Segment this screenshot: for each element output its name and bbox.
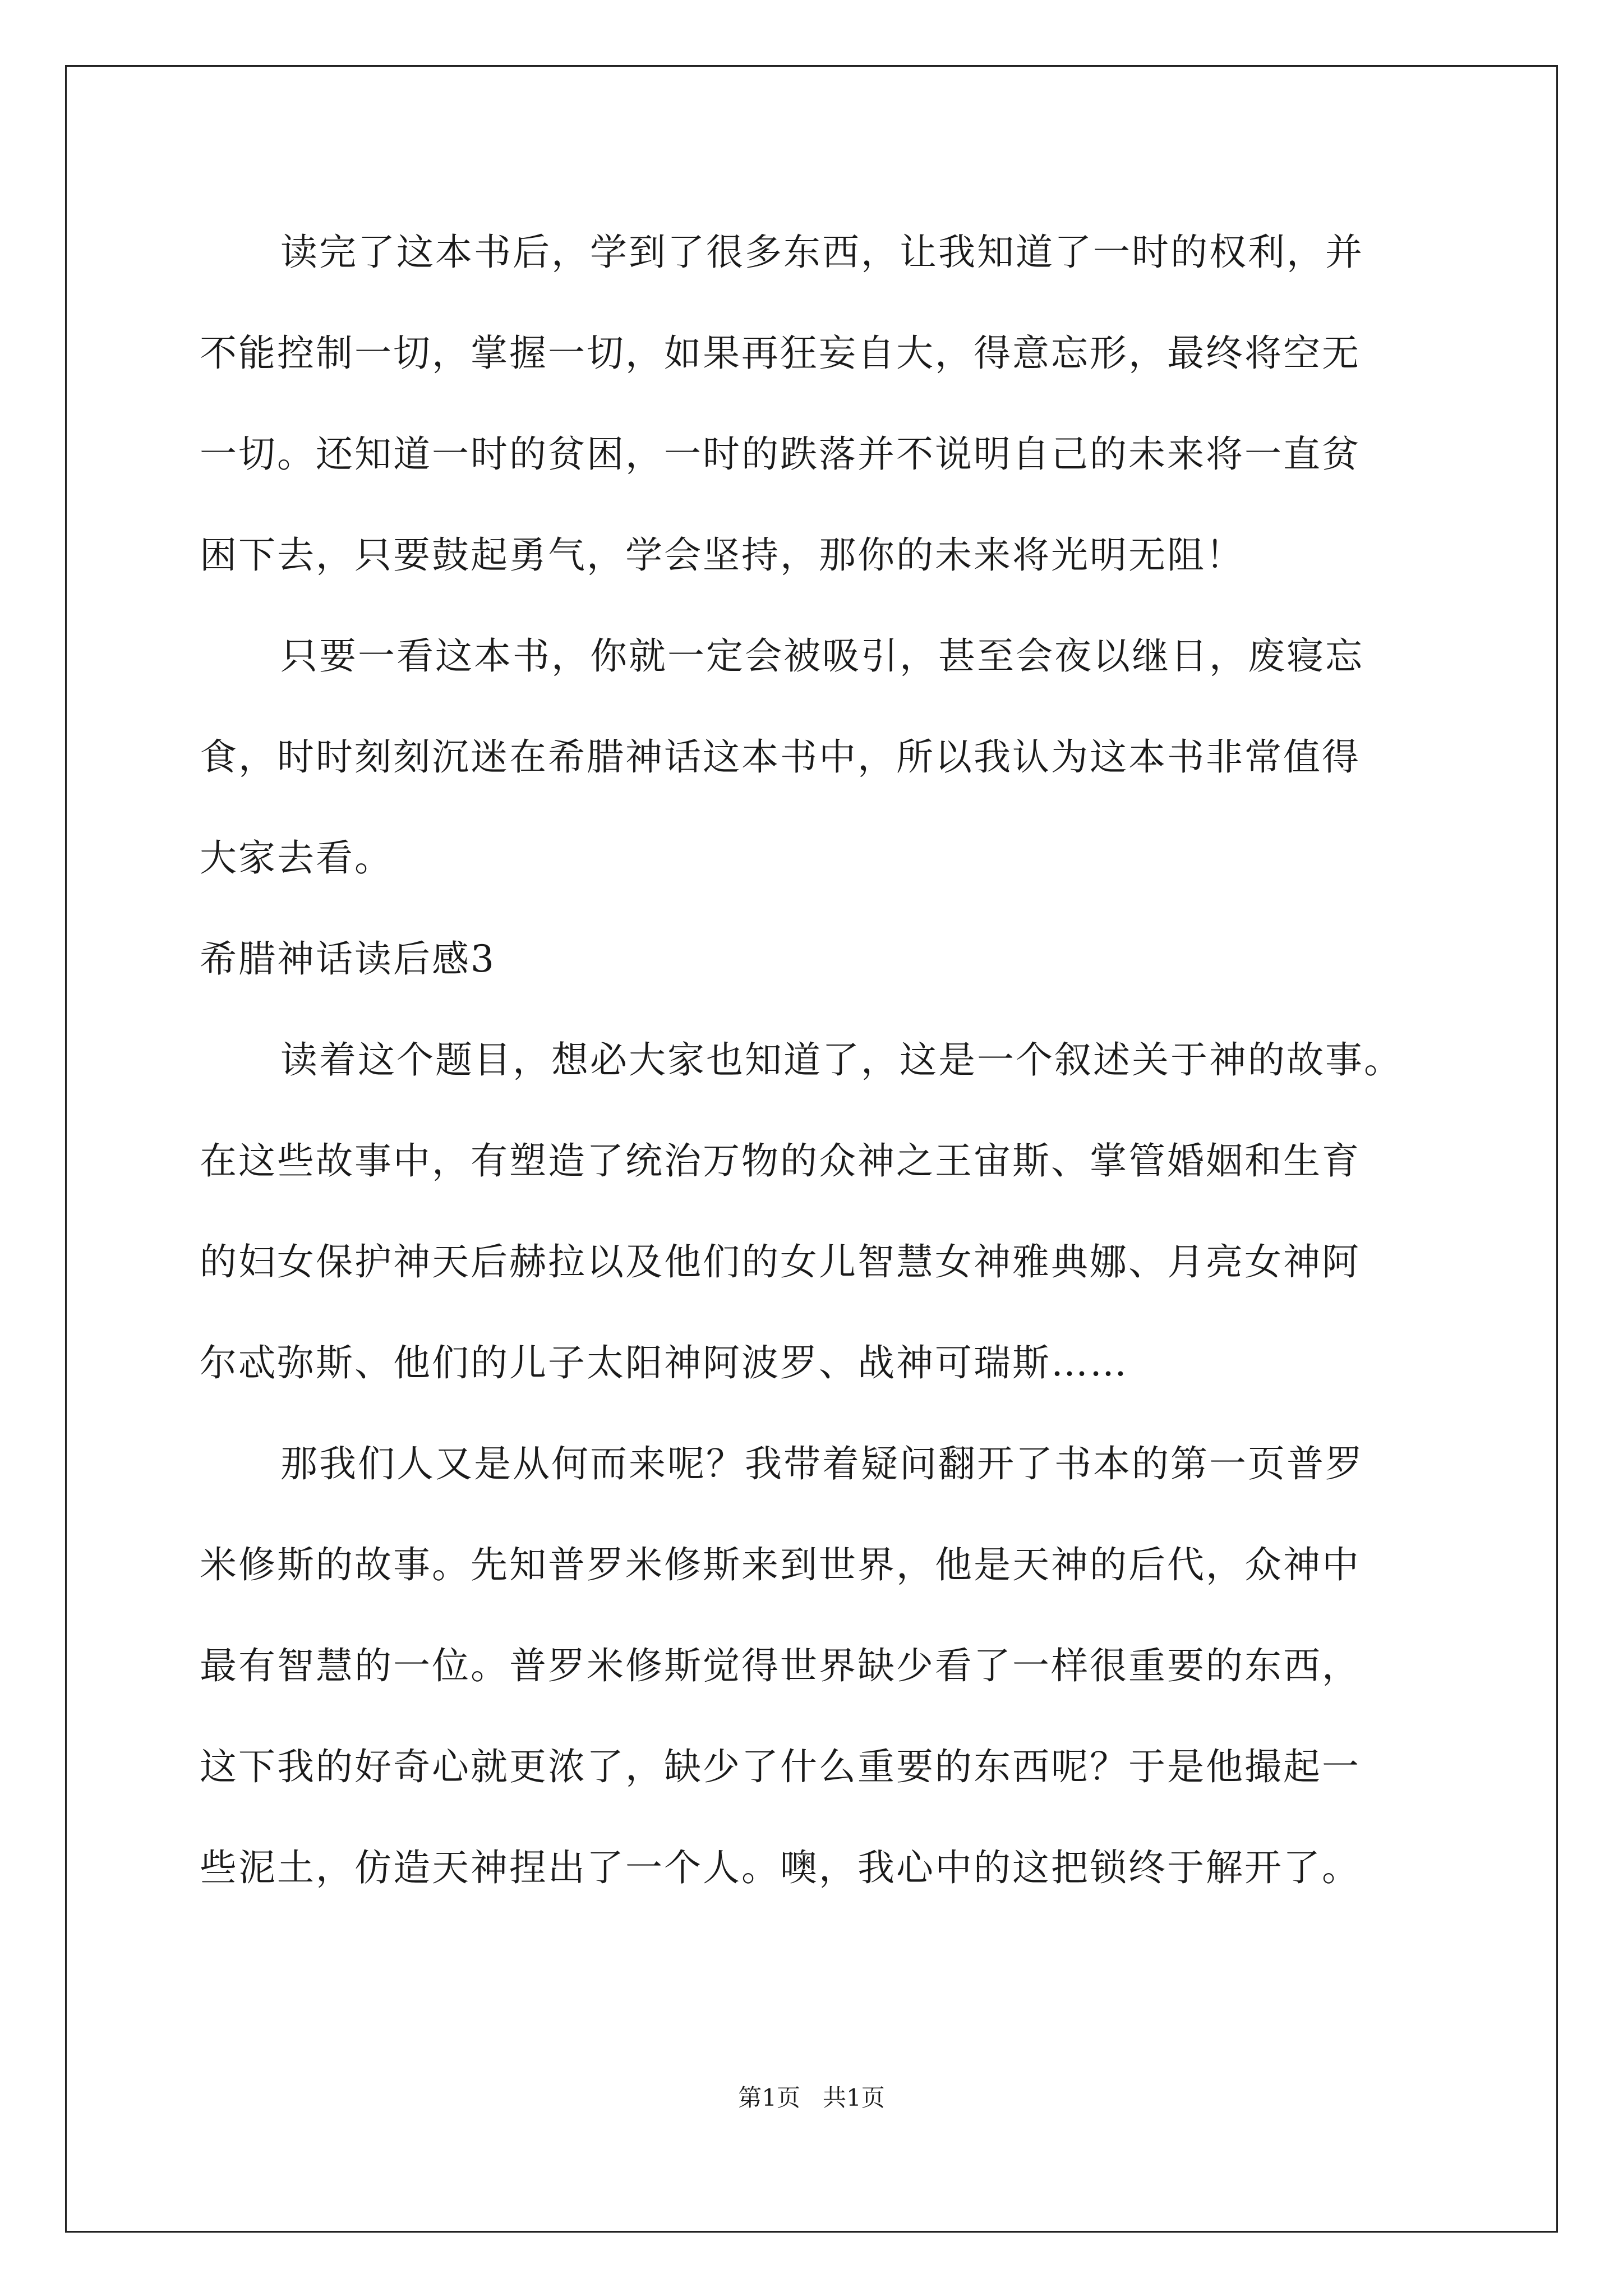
paragraph-1-line-2: 不能控制一切，掌握一切，如果再狂妄自大，得意忘形，最终将空无 bbox=[200, 332, 1361, 375]
page-number-footer: 第1页 共1页 bbox=[738, 2084, 885, 2111]
paragraph-2-line-2: 食，时时刻刻沉迷在希腊神话这本书中，所以我认为这本书非常值得 bbox=[200, 735, 1361, 779]
paragraph-3-line-4: 尔忒弥斯、他们的儿子太阳神阿波罗、战神可瑞斯…… bbox=[200, 1341, 1128, 1384]
paragraph-4-line-5: 些泥土，仿造天神捏出了一个人。噢，我心中的这把锁终于解开了。 bbox=[200, 1846, 1361, 1889]
paragraph-3-line-2: 在这些故事中，有塑造了统治万物的众神之王宙斯、掌管婚姻和生育 bbox=[200, 1139, 1361, 1182]
paragraph-3-line-3: 的妇女保护神天后赫拉以及他们的女儿智慧女神雅典娜、月亮女神阿 bbox=[200, 1240, 1361, 1283]
section-heading: 希腊神话读后感3 bbox=[200, 937, 496, 981]
paragraph-4-line-4: 这下我的好奇心就更浓了，缺少了什么重要的东西呢？于是他撮起一 bbox=[200, 1745, 1361, 1788]
paragraph-1-line-1: 读完了这本书后，学到了很多东西，让我知道了一时的权利，并 bbox=[280, 231, 1364, 274]
paragraph-2-line-1: 只要一看这本书，你就一定会被吸引，甚至会夜以继日，废寝忘 bbox=[280, 634, 1364, 678]
paragraph-1-line-3: 一切。还知道一时的贫困，一时的跌落并不说明自己的未来将一直贫 bbox=[200, 432, 1361, 476]
paragraph-1-line-4: 困下去，只要鼓起勇气，学会坚持，那你的未来将光明无阻！ bbox=[200, 533, 1244, 577]
paragraph-4-line-2: 米修斯的故事。先知普罗米修斯来到世界，他是天神的后代，众神中 bbox=[200, 1543, 1361, 1586]
paragraph-4-line-1: 那我们人又是从何而来呢？我带着疑问翻开了书本的第一页普罗 bbox=[280, 1442, 1364, 1485]
paragraph-4-line-3: 最有智慧的一位。普罗米修斯觉得世界缺少看了一样很重要的东西， bbox=[200, 1644, 1361, 1687]
paragraph-2-line-3: 大家去看。 bbox=[200, 836, 393, 880]
paragraph-3-line-1: 读着这个题目，想必大家也知道了，这是一个叙述关于神的故事。 bbox=[280, 1038, 1403, 1082]
